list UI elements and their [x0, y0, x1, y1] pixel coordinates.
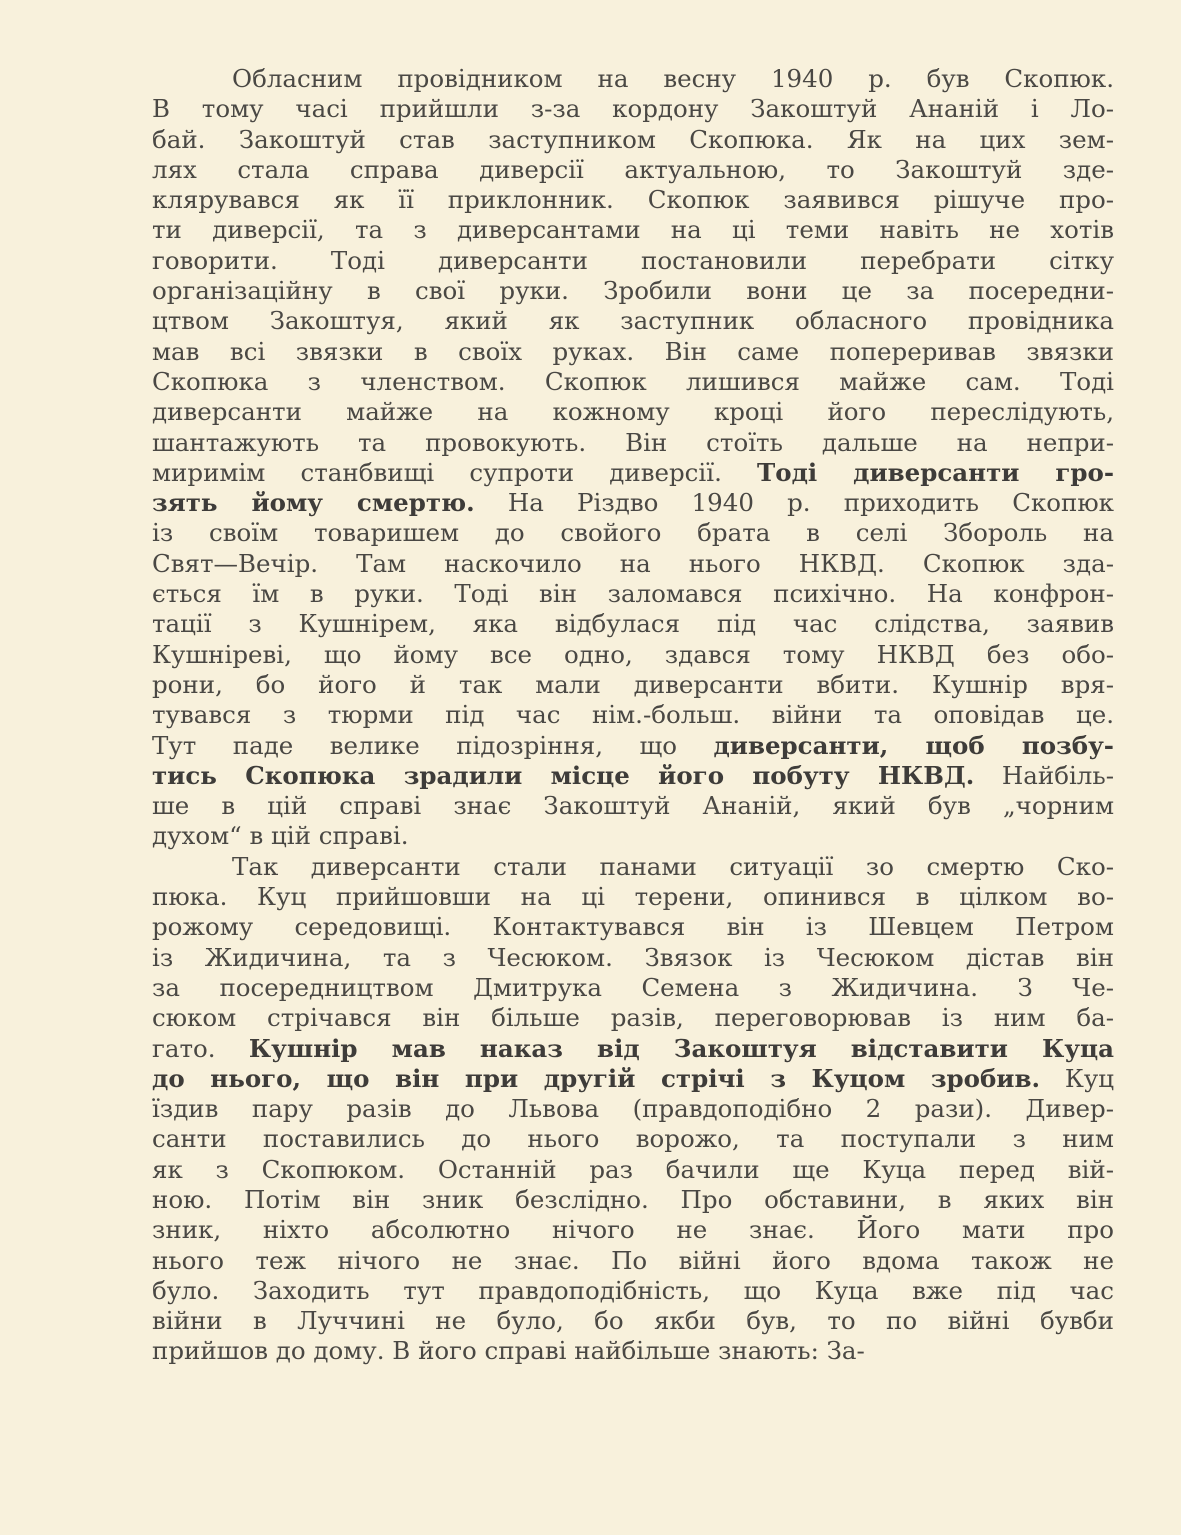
text-line — [152, 670, 1114, 700]
bold-text-run: тись Скопюка зрадили місце його побуту НКВД. — [152, 760, 975, 790]
text-line — [152, 973, 1114, 1003]
text-line — [152, 518, 1114, 548]
text-run: бай. Закоштуй став заступником Скопюка. Як на цих зем- — [152, 124, 1114, 154]
text-run: Свят—Вечір. Там наскочило на нього НКВД. Скопюк зда- — [152, 548, 1114, 578]
paragraph — [152, 64, 1114, 852]
bold-text-run: до нього, що він при другій стрічі з Куцом зробив. — [152, 1063, 1041, 1093]
text-line — [152, 609, 1114, 639]
text-line — [152, 700, 1114, 730]
text-run: ється їм в руки. Тоді він заломався психічно. На конфрон- — [152, 579, 1114, 609]
text-run: сюком стрічався він більше разів, переговорював із ним ба- — [152, 1003, 1114, 1033]
text-line — [152, 1064, 1114, 1094]
text-line — [152, 882, 1114, 912]
text-run: зник, ніхто абсолютно нічого не знає. Його мати про — [152, 1215, 1114, 1245]
text-line — [152, 306, 1114, 336]
text-line — [152, 912, 1114, 942]
text-run: пюка. Куц прийшовши на ці терени, опинився в цілком во- — [152, 882, 1114, 912]
text-run: війни в Луччині не було, бо якби був, то по війні бувби — [152, 1306, 1114, 1336]
text-run: Обласним провідником на весну 1940 р. був Скопюк. — [232, 64, 1114, 93]
text-line — [152, 125, 1114, 155]
text-run: за посередництвом Дмитрука Семена з Жидичина. З Че- — [152, 972, 1114, 1002]
text-run: духом“ в цій справі. — [152, 821, 409, 851]
text-line — [152, 579, 1114, 609]
text-run: шантажують та провокують. Він стоїть дальше на непри- — [152, 427, 1114, 457]
text-run: Тут паде велике підозріння, що — [152, 730, 714, 760]
text-line — [152, 1003, 1114, 1033]
text-line — [152, 549, 1114, 579]
text-line — [152, 215, 1114, 245]
text-run: із Жидичина, та з Чесюком. Звязок із Чесюком дістав він — [152, 942, 1114, 972]
text-line — [152, 185, 1114, 215]
text-line — [152, 397, 1114, 427]
text-run: Кушніреві, що йому все одно, здався тому НКВД без обо- — [152, 639, 1114, 669]
text-run: санти поставились до нього ворожо, та поступали з ним — [152, 1124, 1114, 1154]
text-line — [152, 276, 1114, 306]
text-run: із своїм товаришем до свойого брата в селі Збороль на — [152, 518, 1114, 548]
text-run: було. Заходить тут правдоподібність, що Куца вже під час — [152, 1275, 1114, 1305]
text-line — [152, 458, 1114, 488]
text-line — [152, 1124, 1114, 1154]
text-line — [152, 1155, 1114, 1185]
text-line — [152, 1246, 1114, 1276]
text-line — [152, 761, 1114, 791]
text-run: Найбіль- — [974, 760, 1114, 790]
bold-text-run: Тоді диверсанти гро- — [757, 457, 1114, 487]
text-run: клярувався як її приклонник. Скопюк заявився рішуче про- — [152, 185, 1114, 215]
text-line — [152, 64, 1114, 94]
text-line — [152, 428, 1114, 458]
text-line — [152, 246, 1114, 276]
text-run: прийшов до дому. В його справі найбільше знають: За- — [152, 1336, 865, 1366]
text-run: В тому часі прийшли з-за кордону Закоштуй Ананій і Ло- — [152, 94, 1114, 124]
bold-text-run: Кушнір мав наказ від Закоштуя відставити Куца — [248, 1033, 1114, 1063]
text-run: лях стала справа диверсії актуальною, то Закоштуй зде- — [152, 154, 1114, 184]
text-run: нього теж нічого не знає. По війні його вдома також не — [152, 1245, 1114, 1275]
text-line — [152, 821, 1114, 851]
text-run: їздив пару разів до Львова (правдоподібно 2 рази). Дивер- — [152, 1094, 1114, 1124]
text-line — [152, 94, 1114, 124]
text-line — [152, 1306, 1114, 1336]
text-run: ною. Потім він зник безслідно. Про обставини, в яких він — [152, 1184, 1114, 1214]
text-run: Так диверсанти стали панами ситуації зо смертю Ско- — [232, 851, 1114, 881]
text-run: Куц — [1040, 1063, 1114, 1093]
text-run: як з Скопюком. Останній раз бачили ще Куца перед вій- — [152, 1154, 1114, 1184]
text-run: тувався з тюрми під час нім.-больш. війни та оповідав це. — [152, 700, 1114, 730]
text-run: Скопюка з членством. Скопюк лишився майже сам. Тоді — [152, 366, 1114, 396]
text-line — [152, 1215, 1114, 1245]
body-text — [152, 64, 1114, 1367]
text-run: ти диверсії, та з диверсантами на ці теми навіть не хотів — [152, 215, 1114, 245]
text-run: диверсанти майже на кожному кроці його переслідують, — [152, 397, 1114, 427]
text-line — [152, 1034, 1114, 1064]
text-line — [152, 155, 1114, 185]
text-run: рони, бо його й так мали диверсанти вбити. Кушнір вря- — [152, 669, 1114, 699]
text-line — [152, 943, 1114, 973]
text-line — [152, 852, 1114, 882]
text-line — [152, 791, 1114, 821]
text-line — [152, 337, 1114, 367]
text-run: миримім станбвищі супроти диверсії. — [152, 457, 758, 487]
text-line — [152, 640, 1114, 670]
text-line — [152, 731, 1114, 761]
text-line — [152, 367, 1114, 397]
text-run: говорити. Тоді диверсанти постановили перебрати сітку — [152, 245, 1114, 275]
text-run: тації з Кушнірем, яка відбулася під час слідства, заявив — [152, 609, 1114, 639]
text-run: організаційну в свої руки. Зробили вони це за посередни- — [152, 276, 1114, 306]
text-run: На Різдво 1940 р. приходить Скопюк — [474, 488, 1114, 518]
paragraph — [152, 852, 1114, 1367]
text-line — [152, 1094, 1114, 1124]
text-run: цтвом Закоштуя, який як заступник обласного провідника — [152, 306, 1114, 336]
text-run: мав всі звязки в своїх руках. Він саме попереривав звязки — [152, 336, 1114, 366]
text-run: рожому середовищі. Контактувався він із Шевцем Петром — [152, 912, 1114, 942]
bold-text-run: зять йому смертю. — [152, 488, 475, 518]
text-line — [152, 488, 1114, 518]
bold-text-run: диверсанти, щоб позбу- — [713, 730, 1114, 760]
text-run: гато. — [152, 1033, 249, 1063]
text-line — [152, 1336, 1114, 1366]
text-run: ше в цій справі знає Закоштуй Ананій, який був „чорним — [152, 791, 1114, 821]
text-line — [152, 1185, 1114, 1215]
text-line — [152, 1276, 1114, 1306]
